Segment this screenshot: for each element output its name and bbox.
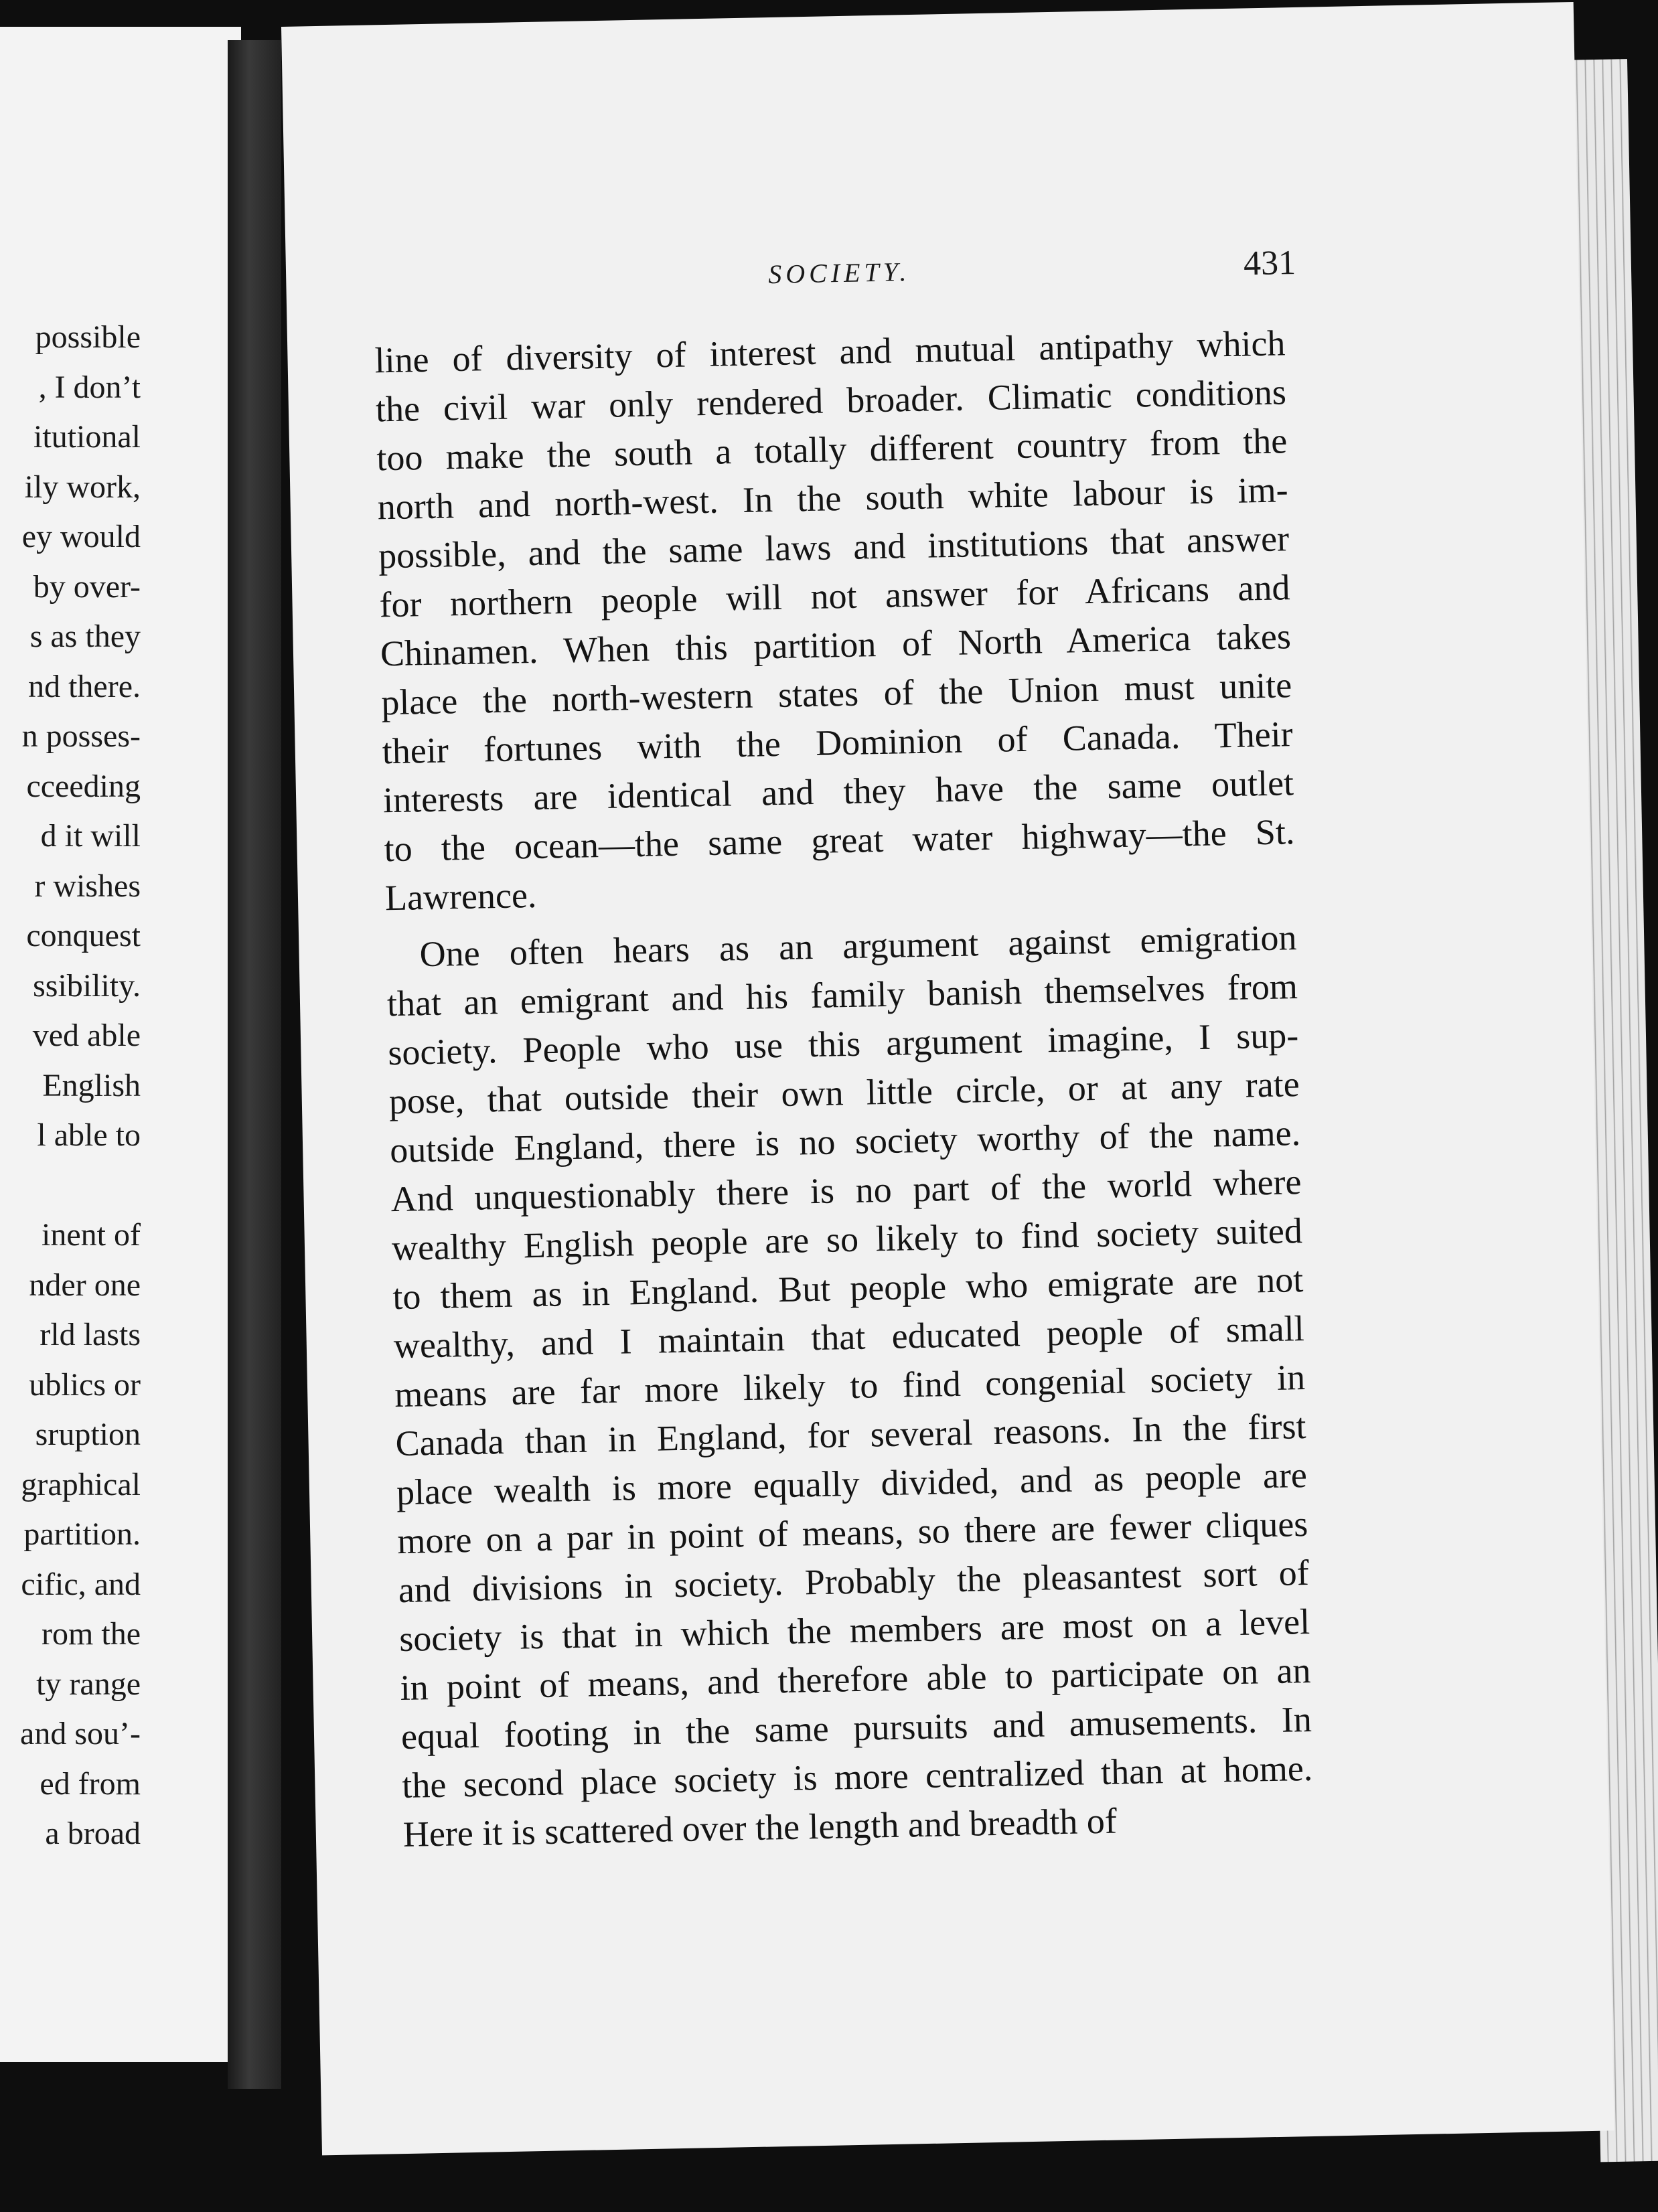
left-page-line: n posses- — [21, 718, 141, 754]
text-line: for northern people will not answer for Africans and — [379, 567, 1290, 625]
left-page-line: graphical — [21, 1466, 141, 1502]
text-line: their fortunes with the Dominion of Canada. Their — [382, 714, 1294, 772]
text-line: to the ocean—the same great water highway—the St. — [384, 811, 1295, 870]
page-number: 431 — [1243, 243, 1296, 283]
left-page-line: ey would — [21, 519, 141, 554]
text-line: society. People who use this argument imagine, I sup- — [387, 1015, 1299, 1073]
text-line: the civil war only rendered broader. Climatic conditions — [375, 372, 1287, 430]
left-page-line: and sou’- — [20, 1716, 141, 1751]
left-page-line: ed from — [40, 1765, 141, 1802]
text-line: outside England, there is no society worthy of the name. — [389, 1113, 1301, 1171]
text-line: the second place society is more centralized than at home. — [401, 1747, 1313, 1806]
left-page-line: ssibility. — [33, 967, 141, 1004]
right-page — [281, 2, 1614, 2155]
left-page-line: nd there. — [28, 668, 141, 704]
text-line: pose, that outside their own little circle, or at any rate — [388, 1064, 1300, 1122]
left-page-line: nder one — [29, 1267, 141, 1303]
text-line: more on a par in point of means, so there are fewer cliques — [396, 1503, 1308, 1562]
paragraph — [386, 913, 1314, 1859]
text-line: means are far more likely to find congenial society in — [394, 1357, 1306, 1415]
book-gutter — [228, 40, 281, 2089]
text-line: and divisions in society. Probably the pleasantest sort of — [398, 1552, 1310, 1611]
paragraph — [374, 319, 1296, 923]
text-line: place the north-western states of the Union must unite — [380, 665, 1292, 723]
text-line: in point of means, and therefore able to participate on an — [400, 1650, 1311, 1709]
left-page-line: English — [42, 1067, 141, 1103]
text-line: interests are identical and they have the same outlet — [382, 763, 1294, 821]
left-page-line: conquest — [26, 918, 141, 953]
text-line: Lawrence. — [384, 874, 537, 919]
text-line: Canada than in England, for several reasons. In the first — [395, 1406, 1306, 1464]
left-page-line: d it will — [40, 818, 141, 854]
left-page-line: possible — [35, 319, 141, 355]
text-line: place wealth is more equally divided, and as people are — [396, 1454, 1308, 1513]
text-line: Chinamen. When this partition of North America takes — [380, 616, 1292, 674]
text-line: society is that in which the members are most on a level — [398, 1601, 1310, 1660]
left-page-line: r wishes — [34, 868, 141, 904]
left-page-line: cific, and — [21, 1566, 141, 1602]
text-line: that an emigrant and his family banish themselves from — [386, 966, 1298, 1024]
left-page-line: , I don’t — [38, 369, 141, 405]
left-page-line: rom the — [42, 1616, 141, 1652]
left-page-line: ved able — [32, 1018, 141, 1053]
left-page-line: by over- — [33, 568, 141, 605]
text-line: north and north-west. In the south white labour is im- — [377, 469, 1289, 528]
left-page-line: itutional — [33, 419, 141, 455]
text-line: line of diversity of interest and mutual antipathy which — [374, 323, 1286, 381]
text-line: equal footing in the same pursuits and amusements. In — [400, 1698, 1312, 1757]
left-page-line: sruption — [35, 1417, 141, 1452]
text-line: wealthy, and I maintain that educated people of small — [393, 1308, 1305, 1366]
left-page-line: s as they — [29, 619, 141, 654]
running-head: SOCIETY. — [767, 256, 911, 290]
left-page-line: cceeding — [26, 768, 141, 804]
text-line: possible, and the same laws and institutions that answer — [378, 518, 1290, 576]
left-page-line: ublics or — [29, 1366, 141, 1403]
left-page-line: a broad — [45, 1816, 141, 1851]
body-text — [374, 319, 1314, 1859]
left-page-line: ily work, — [24, 469, 141, 505]
text-line: Here it is scattered over the length and breadth of — [402, 1800, 1118, 1855]
left-page-line: l able to — [37, 1117, 141, 1153]
left-page-line: ty range — [36, 1666, 141, 1702]
left-page-line: partition. — [23, 1516, 141, 1552]
left-page — [0, 27, 241, 2062]
text-line: wealthy English people are so likely to find society suited — [391, 1210, 1303, 1269]
left-page-line: inent of — [42, 1217, 141, 1253]
text-line: too make the south a totally different country from the — [376, 420, 1288, 479]
text-line: And unquestionably there is no part of the world where — [390, 1162, 1302, 1220]
text-line: to them as in England. But people who emigrate are not — [392, 1259, 1304, 1318]
text-line: One often hears as an argument against emigration — [419, 917, 1297, 975]
left-page-line: rld lasts — [40, 1317, 141, 1352]
